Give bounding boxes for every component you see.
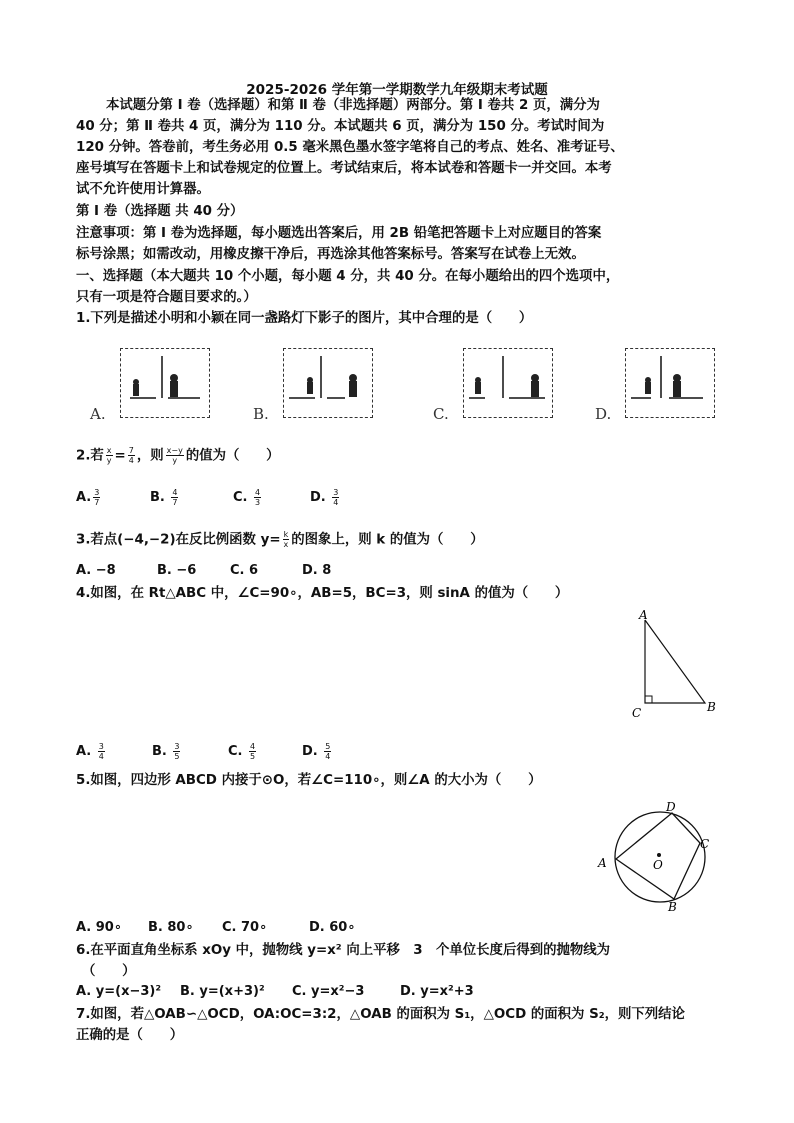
q5-option-b[interactable]: B. 80∘	[148, 920, 194, 935]
vertex-b-label: B	[668, 900, 677, 914]
q1-option-a-label: A.	[90, 405, 106, 423]
q6-option-c[interactable]: C. y=x²−3	[292, 984, 365, 999]
q6-stem: 6.在平面直角坐标系 xOy 中，抛物线 y=x² 向上平移 3 个单位长度后得到的抛物线为	[76, 943, 611, 958]
q7-stem-2: 正确的是（ ）	[76, 1028, 184, 1043]
q6-option-a[interactable]: A. y=(x−3)²	[76, 984, 162, 999]
q3-option-c[interactable]: C. 6	[230, 563, 259, 578]
notice-line-1: 注意事项：第 Ⅰ 卷为选择题，每小题选出答案后，用 2B 铅笔把答题卡上对应题目的答案	[76, 226, 602, 241]
q4-option-d[interactable]: D. $\frac{5}{4}$	[302, 742, 331, 761]
q4-stem: 4.如图，在 Rt△ABC 中，∠C=90∘，AB=5，BC=3，则 sinA 的值为（ ）	[76, 586, 569, 601]
center-o-label: O	[653, 858, 663, 872]
q5-option-d[interactable]: D. 60∘	[309, 920, 356, 935]
q3-stem: 3.若点(−4,−2)在反比例函数 y= $\frac{k}{x}$ 的图象上，则 k 的值为（ ）	[76, 530, 484, 549]
q5-option-c[interactable]: C. 70∘	[222, 920, 268, 935]
q2-prefix: 2.若	[76, 448, 104, 464]
intro-line-3: 120 分钟。答卷前，考生务必用 0.5 毫米黑色墨水签字笔将自己的考点、姓名、准考证号、	[76, 140, 624, 155]
q2-option-d[interactable]: D. $\frac{3}{4}$	[310, 488, 339, 507]
q6-stem-2: （ ）	[82, 964, 136, 979]
streetlight-figure-b	[283, 348, 373, 418]
inscribed-quadrilateral-diagram	[594, 795, 719, 915]
vertex-c-label: C	[632, 706, 642, 720]
q1-option-b-label: B.	[253, 405, 269, 423]
streetlight-figure-d	[625, 348, 715, 418]
q2-stem: 2.若 $\frac{x}{y}$ = $\frac{7}{4}$ ，则 $\frac{x-y}{y}$ 的值为（ ）	[76, 446, 280, 465]
q2-option-c[interactable]: C. $\frac{4}{3}$	[233, 488, 261, 507]
right-triangle-diagram	[620, 605, 730, 720]
q3-option-a[interactable]: A. −8	[76, 563, 116, 578]
q5-option-a[interactable]: A. 90∘	[76, 920, 122, 935]
q6-option-b[interactable]: B. y=(x+3)²	[180, 984, 265, 999]
q2-fraction-7-over-4: $\frac{7}{4}$	[128, 446, 134, 465]
exam-title: 2025-2026 学年第一学期数学九年级期末考试题	[246, 82, 548, 98]
vertex-b-label: B	[707, 700, 716, 714]
q7-stem: 7.如图，若△OAB∽△OCD，OA:OC=3:2，△OAB 的面积为 S₁，△OCD 的面积为 S₂，则下列结论	[76, 1007, 685, 1022]
q3-option-b[interactable]: B. −6	[157, 563, 197, 578]
q2-fraction-x-over-y: $\frac{x}{y}$	[106, 446, 112, 465]
q4-option-a[interactable]: A. $\frac{3}{4}$	[76, 742, 104, 761]
q2-option-b[interactable]: B. $\frac{4}{7}$	[150, 488, 178, 507]
vertex-c-label: C	[700, 837, 710, 851]
q3-option-d[interactable]: D. 8	[302, 563, 332, 578]
notice-line-2: 标号涂黑；如需改动，用橡皮擦干净后，再选涂其他答案标号。答案写在试卷上无效。	[76, 247, 585, 262]
section1-line-2: 只有一项是符合题目要求的。）	[76, 290, 257, 305]
intro-line-5: 试不允许使用计算器。	[76, 182, 210, 197]
intro-line-1: 本试题分第 Ⅰ 卷（选择题）和第 Ⅱ 卷（非选择题）两部分。第 Ⅰ 卷共 2 页，满分为	[106, 98, 600, 113]
q1-option-d-label: D.	[595, 405, 612, 423]
q3-fraction-k-over-x: $\frac{k}{x}$	[283, 530, 289, 549]
streetlight-figure-c	[463, 348, 553, 418]
q5-stem: 5.如图，四边形 ABCD 内接于⊙O，若∠C=110∘，则∠A 的大小为（ ）	[76, 773, 542, 788]
section1-line-1: 一、选择题（本大题共 10 个小题，每小题 4 分，共 40 分。在每小题给出的四个选项中，	[76, 269, 620, 284]
q6-option-d[interactable]: D. y=x²+3	[400, 984, 474, 999]
q2-option-a[interactable]: A. $\frac{3}{7}$	[76, 488, 100, 507]
vertex-d-label: D	[666, 800, 676, 814]
intro-line-2: 40 分；第 Ⅱ 卷共 4 页，满分为 110 分。本试题共 6 页，满分为 150 分。考试时间为	[76, 119, 605, 134]
part1-heading: 第 Ⅰ 卷（选择题 共 40 分）	[76, 204, 244, 219]
q4-option-b[interactable]: B. $\frac{3}{5}$	[152, 742, 180, 761]
q1-stem: 1.下列是描述小明和小颖在同一盏路灯下影子的图片，其中合理的是（ ）	[76, 311, 533, 326]
intro-line-4: 座号填写在答题卡上和试卷规定的位置上。考试结束后，将本试卷和答题卡一并交回。本考	[76, 161, 612, 176]
vertex-a-label: A	[598, 856, 607, 870]
streetlight-figure-a	[120, 348, 210, 418]
q2-fraction-x-minus-y-over-y: $\frac{x-y}{y}$	[166, 446, 183, 465]
vertex-a-label: A	[639, 608, 648, 622]
q1-option-c-label: C.	[433, 405, 449, 423]
q4-option-c[interactable]: C. $\frac{4}{5}$	[228, 742, 256, 761]
